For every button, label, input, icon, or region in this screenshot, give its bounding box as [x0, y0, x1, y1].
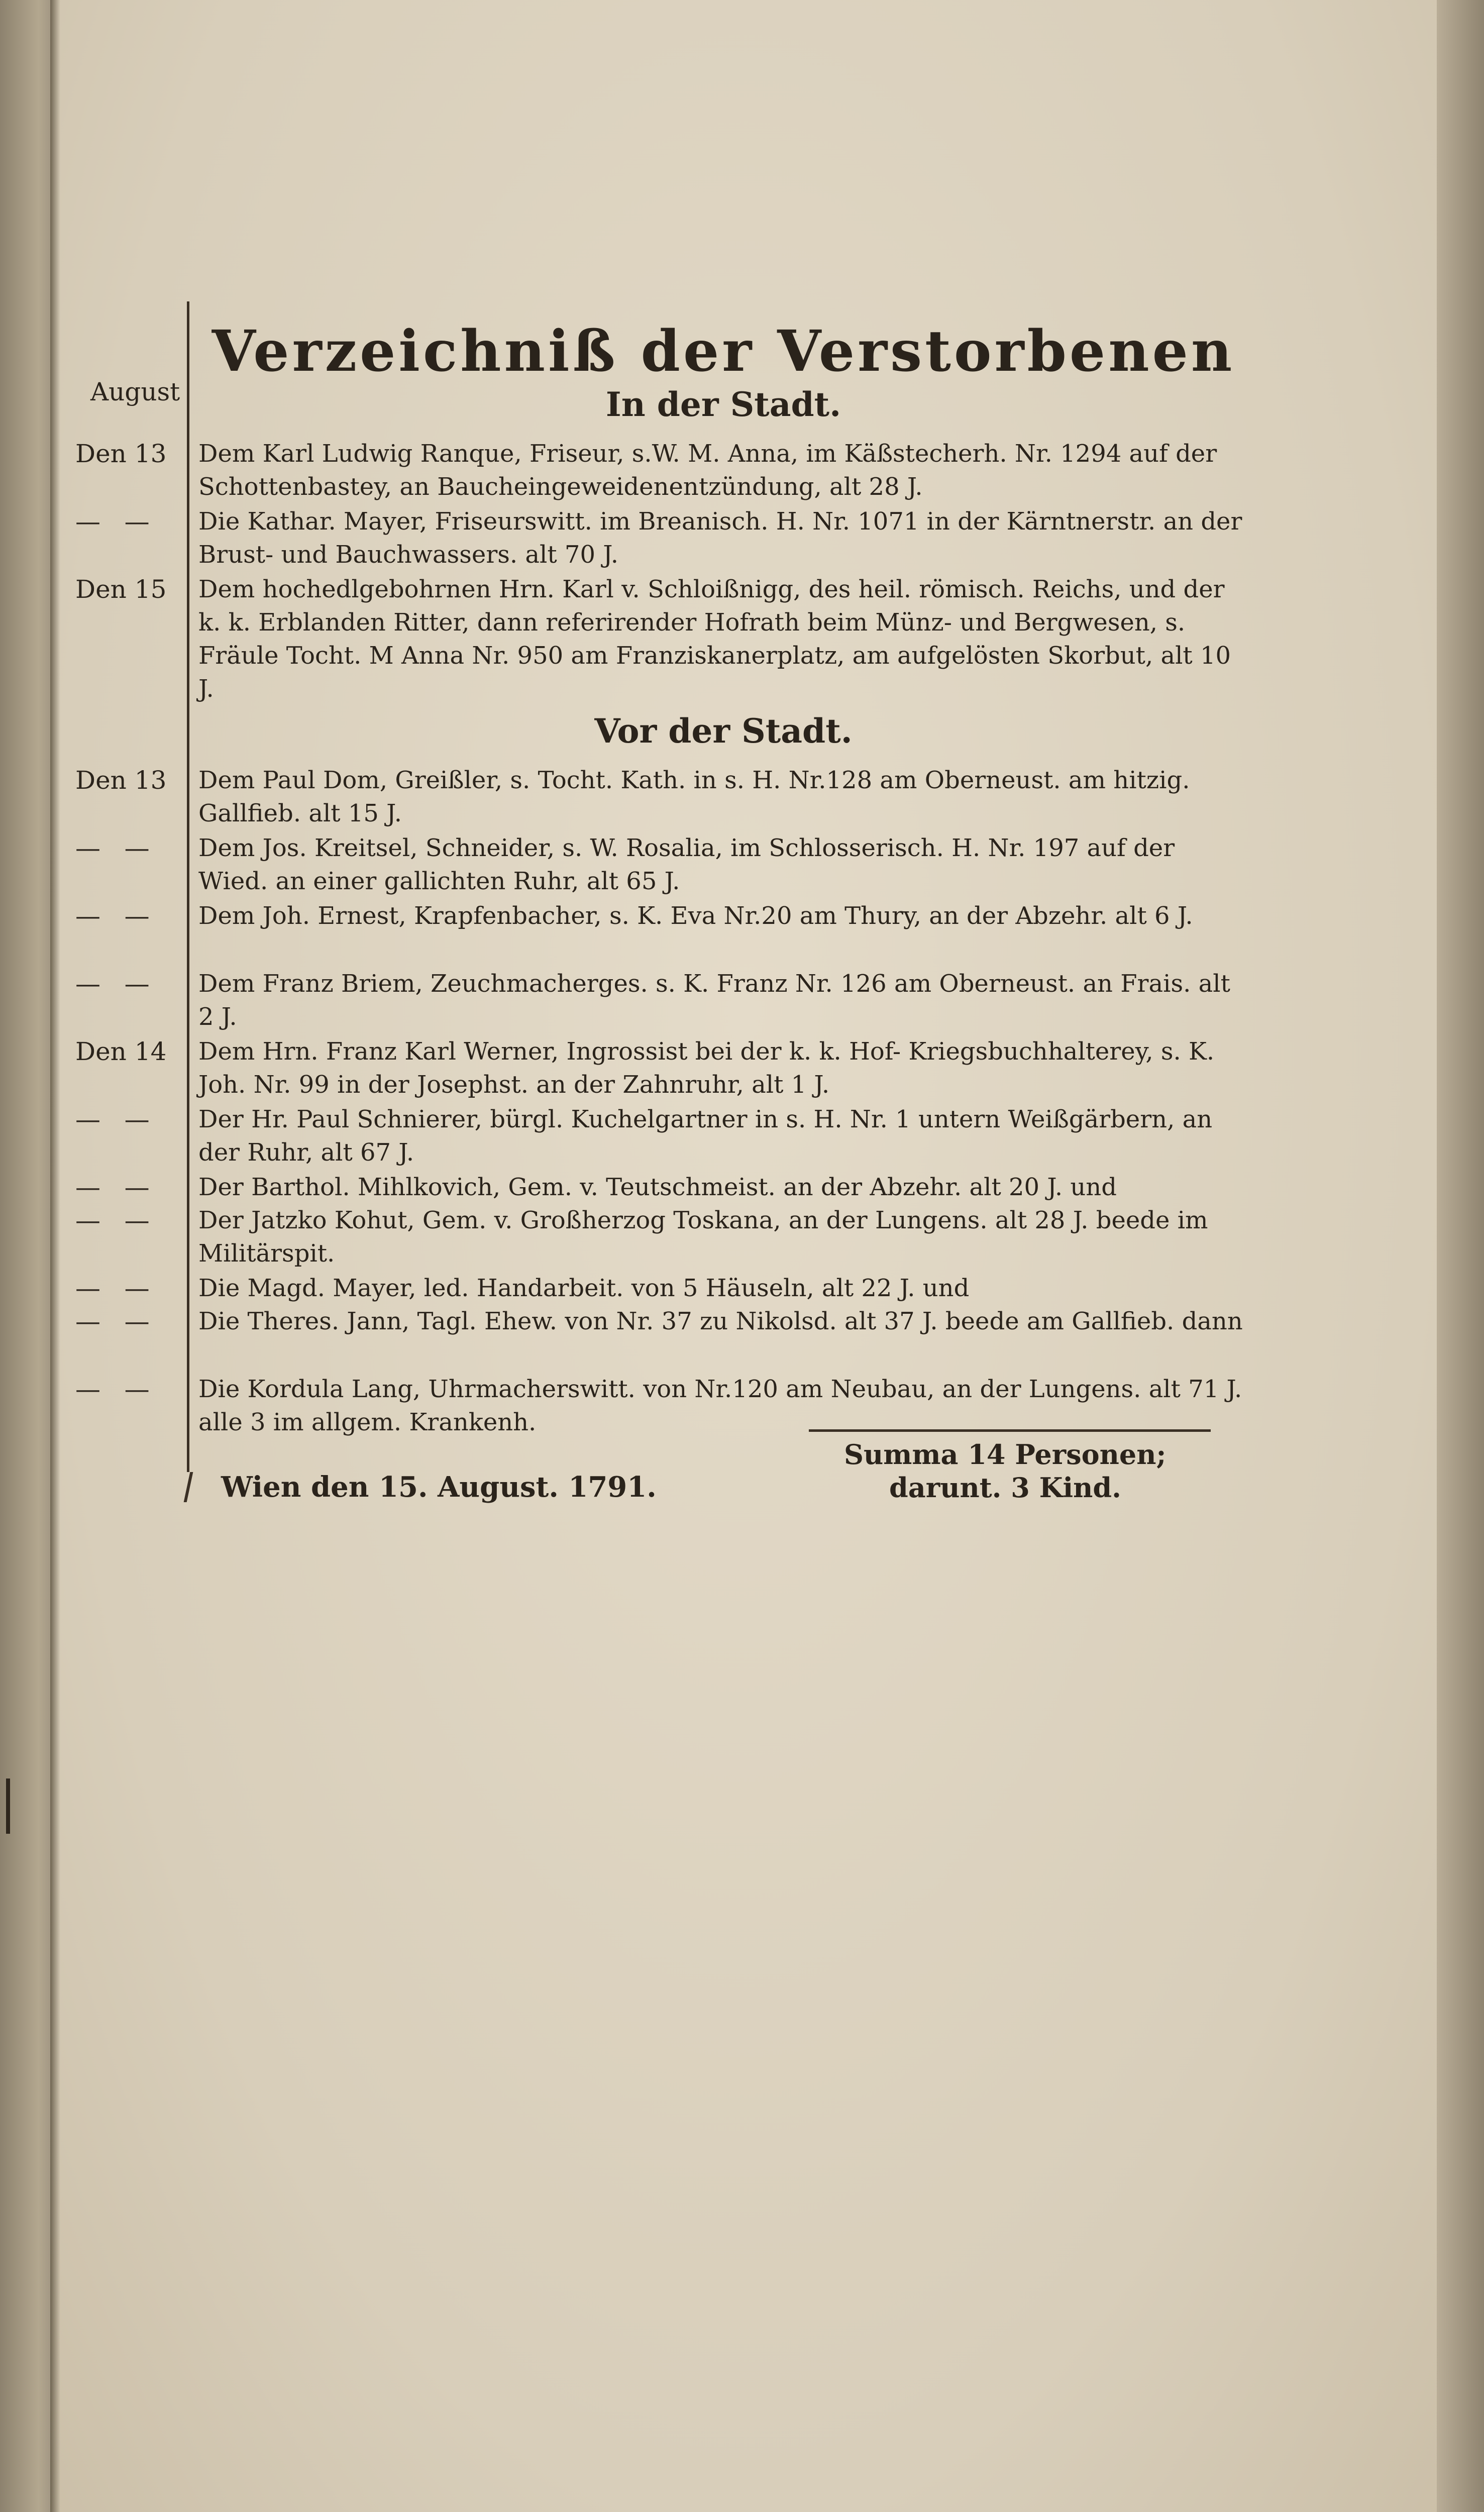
- entry-text: Dem Franz Briem, Zeuchmacherges. s. K. Franz Nr. 126 am Oberneust. an Frais. alt 2 J.: [198, 970, 1230, 1031]
- entry-date: — —: [75, 1375, 150, 1404]
- entry-text: Dem Joh. Ernest, Krapfenbacher, s. K. Eva Nr.20 am Thury, an der Abzehr. alt 6 J.: [198, 902, 1193, 930]
- page-edge-right: [1437, 0, 1484, 2512]
- entry-text: Dem Hrn. Franz Karl Werner, Ingrossist bei der k. k. Hof- Kriegsbuchhalterey, s. K. Joh. Nr. 99 in der Josephst. an der Zahnruhr, alt 1 J.: [198, 1037, 1215, 1099]
- ink-mark: [6, 1778, 10, 1834]
- entry-text: Die Magd. Mayer, led. Handarbeit. von 5 Häuseln, alt 22 J. und: [198, 1274, 970, 1302]
- entry-date: — —: [75, 901, 150, 930]
- entry-text: Dem Paul Dom, Greißler, s. Tocht. Kath. in s. H. Nr.128 am Oberneust. am hitzig. Gallfieb. alt 15 J.: [198, 766, 1190, 827]
- month-label: August: [90, 377, 180, 406]
- entry-text: Der Hr. Paul Schnierer, bürgl. Kuchelgartner in s. H. Nr. 1 untern Weißgärbern, an der Ruhr, alt 67 J.: [198, 1105, 1213, 1167]
- entry-date: — —: [75, 1206, 150, 1235]
- dateline: Wien den 15. August. 1791.: [221, 1471, 657, 1504]
- entry-date: — —: [75, 969, 150, 998]
- entry-text: Dem Jos. Kreitsel, Schneider, s. W. Rosalia, im Schlosserisch. H. Nr. 197 auf der Wied. an einer gallichten Ruhr, alt 65 J.: [198, 834, 1175, 895]
- summary-total: Summa 14 Personen;: [844, 1438, 1167, 1471]
- entry-date: — —: [75, 1274, 150, 1303]
- entry-date: Den 15: [75, 575, 167, 604]
- entry-text: Der Jatzko Kohut, Gem. v. Großherzog Toskana, an der Lungens. alt 28 J. beede im Militärspit.: [198, 1206, 1208, 1268]
- entry-date: — —: [75, 1105, 150, 1134]
- entry-date: — —: [75, 1173, 150, 1202]
- section-heading-vorstadt: Vor der Stadt.: [594, 711, 853, 751]
- summary-children: darunt. 3 Kind.: [889, 1472, 1121, 1504]
- entry-text: Die Kordula Lang, Uhrmacherswitt. von Nr.120 am Neubau, an der Lungens. alt 71 J. alle 3 im allgem. Krankenh.: [198, 1375, 1242, 1436]
- entry-date: — —: [75, 507, 150, 536]
- entry-date: — —: [75, 1307, 150, 1336]
- entry-date: Den 13: [75, 766, 167, 795]
- date-column-rule: [187, 301, 189, 1472]
- entry-text: Die Kathar. Mayer, Friseurswitt. im Breanisch. H. Nr. 1071 in der Kärntnerstr. an der Brust- und Bauchwassers. alt 70 J.: [198, 507, 1242, 569]
- entry-text: Die Theres. Jann, Tagl. Ehew. von Nr. 37 zu Nikolsd. alt 37 J. beede am Gallfieb. dann: [198, 1307, 1243, 1335]
- entry-text: Der Barthol. Mihlkovich, Gem. v. Teutschmeist. an der Abzehr. alt 20 J. und: [198, 1173, 1117, 1201]
- entry-date: Den 13: [75, 439, 167, 468]
- page-title: Verzeichniß der Verstorbenen: [211, 319, 1235, 384]
- entry-text: Dem Karl Ludwig Ranque, Friseur, s.W. M. Anna, im Käßstecherh. Nr. 1294 auf der Schottenbastey, an Baucheingeweidenentzündung, alt 28 J.: [198, 440, 1217, 501]
- summary-rule: [809, 1429, 1211, 1432]
- facing-page-edge: [0, 0, 55, 2512]
- entry-date: Den 14: [75, 1037, 167, 1066]
- section-heading-stadt: In der Stadt.: [605, 385, 841, 424]
- entry-date: — —: [75, 833, 150, 863]
- binding-fold: [50, 0, 60, 2512]
- entry-text: Dem hochedlgebohrnen Hrn. Karl v. Schloißnigg, des heil. römisch. Reichs, und der k. k. Erblanden Ritter, dann referirender Hofrath beim Münz- und Bergwesen, s. Fräule Tocht. M Anna Nr. 950 am Franziskanerplatz, am aufgelösten Skorbut, alt 10 J.: [198, 575, 1231, 703]
